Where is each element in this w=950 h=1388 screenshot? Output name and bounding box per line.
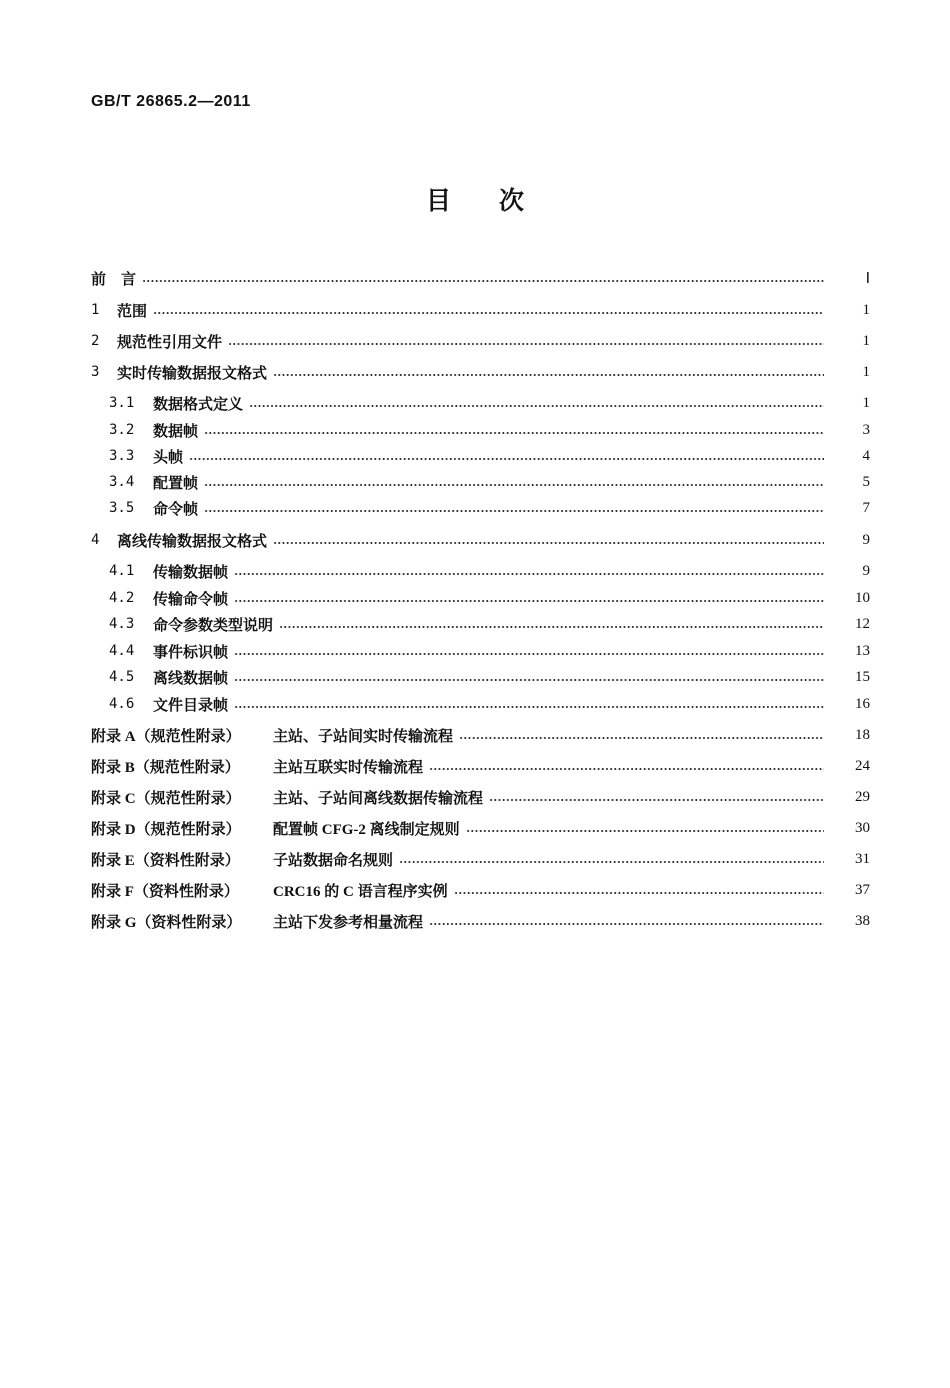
toc-entry-3-4[interactable]	[0, 470, 950, 494]
dot-leader	[189, 458, 824, 460]
dot-leader	[234, 706, 824, 708]
toc-entry-3-5[interactable]	[0, 496, 950, 520]
dot-leader	[279, 626, 824, 628]
dot-leader	[153, 312, 824, 314]
toc-label: 规范性引用文件	[117, 332, 223, 351]
dot-leader	[234, 653, 824, 655]
toc-num: 3	[91, 364, 100, 380]
toc-page: 7	[862, 499, 870, 516]
dot-leader	[399, 861, 824, 863]
appendix-prefix: 附录 D（规范性附录）	[91, 821, 241, 838]
toc-entry-4-2[interactable]	[0, 586, 950, 610]
page-title	[0, 181, 950, 217]
appendix-prefix: 附录 C（规范性附录）	[91, 790, 241, 807]
toc-entry-appendix-b[interactable]	[0, 754, 950, 778]
toc-num: 2	[91, 333, 100, 349]
toc-entry-references[interactable]	[0, 329, 950, 353]
toc-label: 实时传输数据报文格式	[117, 363, 268, 382]
appendix-prefix: 附录 F（资料性附录）	[91, 883, 239, 900]
toc-page: Ⅰ	[865, 270, 870, 287]
toc-entry-section-3[interactable]	[0, 360, 950, 384]
toc-num: 1	[91, 302, 100, 318]
toc-num: 4.3	[109, 616, 135, 632]
dot-leader	[273, 542, 824, 544]
dot-leader	[429, 923, 824, 925]
toc-label: 主站下发参考相量流程	[273, 914, 424, 931]
toc-page: 16	[855, 695, 870, 712]
toc-label: 事件标识帧	[153, 642, 229, 661]
dot-leader	[489, 799, 824, 801]
dot-leader	[204, 510, 824, 512]
toc-entry-appendix-e[interactable]	[0, 847, 950, 871]
toc-entry-appendix-g[interactable]	[0, 909, 950, 933]
toc-label: 传输数据帧	[153, 562, 229, 581]
dot-leader	[234, 600, 824, 602]
dot-leader	[429, 768, 824, 770]
dot-leader	[234, 679, 824, 681]
toc-page: 12	[855, 615, 870, 632]
toc-num: 3.1	[109, 395, 135, 411]
toc-label: 范围	[117, 301, 148, 320]
toc-label: 主站、子站间实时传输流程	[273, 728, 454, 745]
toc-num: 3.5	[109, 500, 135, 516]
toc-entry-4-3[interactable]	[0, 612, 950, 636]
toc-entry-3-1[interactable]	[0, 391, 950, 415]
toc-page: 29	[855, 788, 870, 805]
toc-page: 1	[862, 301, 870, 318]
standard-code: GB/T 26865.2—2011	[91, 93, 251, 110]
toc-page: 1	[862, 363, 870, 380]
toc-page: 37	[855, 881, 870, 898]
toc-page: 30	[855, 819, 870, 836]
toc-label: 配置帧 CFG-2 离线制定规则	[273, 821, 460, 838]
toc-entry-3-2[interactable]	[0, 418, 950, 442]
toc-entry-3-3[interactable]	[0, 444, 950, 468]
dot-leader	[204, 432, 824, 434]
toc-label: 头帧	[153, 447, 184, 466]
appendix-prefix: 附录 B（规范性附录）	[91, 759, 240, 776]
toc-num: 4.5	[109, 669, 135, 685]
toc-num: 4.4	[109, 643, 135, 659]
toc-page: 9	[862, 531, 870, 548]
dot-leader	[204, 484, 824, 486]
toc-entry-4-6[interactable]	[0, 692, 950, 716]
toc-label: CRC16 的 C 语言程序实例	[273, 883, 448, 900]
toc-entry-foreword[interactable]	[0, 266, 950, 290]
toc-page: 24	[855, 757, 870, 774]
dot-leader	[273, 374, 824, 376]
toc-label: 数据格式定义	[153, 394, 244, 413]
toc-entry-appendix-f[interactable]	[0, 878, 950, 902]
toc-num: 4.1	[109, 563, 135, 579]
appendix-prefix: 附录 A（规范性附录）	[91, 728, 241, 745]
toc-num: 4.6	[109, 696, 135, 712]
toc-label: 离线数据帧	[153, 668, 229, 687]
toc-entry-4-1[interactable]	[0, 559, 950, 583]
toc-page: 31	[855, 850, 870, 867]
toc-page: 1	[862, 332, 870, 349]
toc-page: 13	[855, 642, 870, 659]
toc-label: 主站、子站间离线数据传输流程	[273, 790, 484, 807]
toc-label: 离线传输数据报文格式	[117, 531, 268, 550]
toc-page: 4	[862, 447, 870, 464]
toc-entry-4-4[interactable]	[0, 639, 950, 663]
toc-num: 4.2	[109, 590, 135, 606]
toc-num: 4	[91, 532, 100, 548]
toc-label: 数据帧	[153, 421, 199, 440]
toc-entry-section-4[interactable]	[0, 528, 950, 552]
dot-leader	[228, 343, 824, 345]
title-char-2: 次	[499, 186, 525, 215]
toc-page: 5	[862, 473, 870, 490]
toc-page: 15	[855, 668, 870, 685]
toc-label: 配置帧	[153, 473, 199, 492]
toc-label: 前 言	[91, 269, 137, 288]
title-char-1: 目	[425, 186, 451, 215]
toc-entry-appendix-a[interactable]	[0, 723, 950, 747]
toc-page: 38	[855, 912, 870, 929]
toc-num: 3.4	[109, 474, 135, 490]
toc-page: 3	[862, 421, 870, 438]
toc-entry-4-5[interactable]	[0, 665, 950, 689]
toc-page: 1	[862, 394, 870, 411]
toc-num: 3.2	[109, 422, 135, 438]
toc-label: 主站互联实时传输流程	[273, 759, 424, 776]
dot-leader	[249, 405, 824, 407]
toc-label: 子站数据命名规则	[273, 852, 394, 869]
appendix-prefix: 附录 G（资料性附录）	[91, 914, 242, 931]
appendix-prefix: 附录 E（资料性附录）	[91, 852, 240, 869]
toc-label: 文件目录帧	[153, 695, 229, 714]
toc-entry-appendix-c[interactable]	[0, 785, 950, 809]
dot-leader	[454, 892, 824, 894]
dot-leader	[459, 737, 824, 739]
toc-page: 10	[855, 589, 870, 606]
toc-label: 命令帧	[153, 499, 199, 518]
dot-leader	[142, 280, 824, 282]
toc-num: 3.3	[109, 448, 135, 464]
toc-page: 9	[862, 562, 870, 579]
dot-leader	[234, 573, 824, 575]
toc-entry-scope[interactable]	[0, 298, 950, 322]
toc-entry-appendix-d[interactable]	[0, 816, 950, 840]
toc-label: 传输命令帧	[153, 589, 229, 608]
dot-leader	[466, 830, 824, 832]
toc-label: 命令参数类型说明	[153, 615, 274, 634]
toc-page: 18	[855, 726, 870, 743]
